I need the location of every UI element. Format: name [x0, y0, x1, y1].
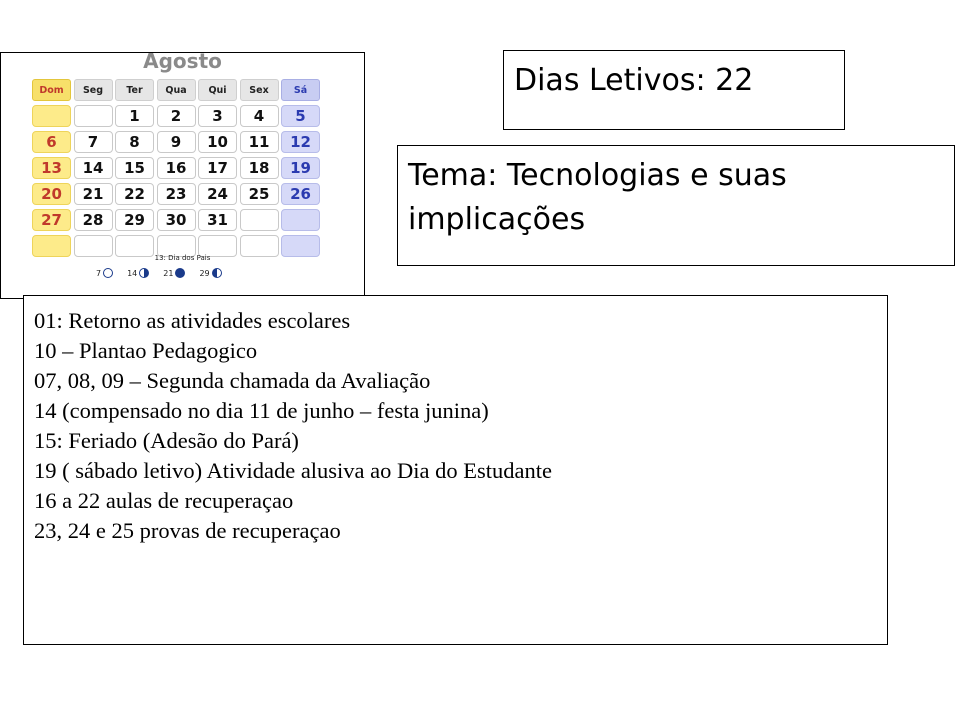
calendar-day-30: 30: [157, 209, 196, 231]
moon-phase-day: 14: [127, 268, 138, 278]
event-item: 07, 08, 09 – Segunda chamada da Avaliação: [34, 368, 431, 393]
last-quarter-moon-icon: [212, 268, 222, 278]
event-item: 14 (compensado no dia 11 de junho – festa junina): [34, 398, 489, 423]
events-list: [34, 306, 552, 546]
calendar-image: [0, 49, 365, 299]
new-moon-icon: [103, 268, 113, 278]
dias-letivos-box: [503, 50, 845, 130]
calendar-day-13: 13: [32, 157, 71, 179]
calendar-day-21: 21: [74, 183, 113, 205]
moon-phase: [163, 268, 185, 278]
moon-phase: [127, 268, 149, 278]
calendar-day-27: 27: [32, 209, 71, 231]
calendar-day-23: 23: [157, 183, 196, 205]
calendar-day-9: 9: [157, 131, 196, 153]
calendar-day-empty: [74, 105, 113, 127]
dias-letivos-text: Dias Letivos: 22: [514, 63, 754, 98]
calendar-day-20: 20: [32, 183, 71, 205]
calendar-day-2: 2: [157, 105, 196, 127]
event-item: 16 a 22 aulas de recuperaçao: [34, 488, 294, 513]
weekday-header: Ter: [115, 79, 154, 101]
event-item: 15: Feriado (Adesão do Pará): [34, 428, 299, 453]
calendar-day-28: 28: [74, 209, 113, 231]
calendar-day-16: 16: [157, 157, 196, 179]
calendar-day-24: 24: [198, 183, 237, 205]
weekday-header: Qui: [198, 79, 237, 101]
tema-box: [397, 145, 955, 266]
calendar-day-31: 31: [198, 209, 237, 231]
weekday-header: Sá: [281, 79, 320, 101]
calendar-day-25: 25: [240, 183, 279, 205]
calendar-day-5: 5: [281, 105, 320, 127]
calendar-day-8: 8: [115, 131, 154, 153]
calendar-note: 13: Dia dos Pais: [154, 254, 211, 262]
moon-phases: [96, 268, 222, 278]
calendar-day-29: 29: [115, 209, 154, 231]
moon-phase: [199, 268, 221, 278]
calendar-day-empty: [281, 209, 320, 231]
moon-phase-day: 29: [199, 268, 210, 278]
calendar-day-6: 6: [32, 131, 71, 153]
calendar-day-15: 15: [115, 157, 154, 179]
moon-phase-day: 21: [163, 268, 174, 278]
calendar-day-1: 1: [115, 105, 154, 127]
calendar-day-12: 12: [281, 131, 320, 153]
calendar-day-10: 10: [198, 131, 237, 153]
moon-phase-day: 7: [96, 268, 102, 278]
calendar-day-26: 26: [281, 183, 320, 205]
calendar-day-17: 17: [198, 157, 237, 179]
event-item: 01: Retorno as atividades escolares: [34, 308, 351, 333]
calendar-day-empty: [32, 105, 71, 127]
calendar-day-4: 4: [240, 105, 279, 127]
calendar-day-11: 11: [240, 131, 279, 153]
weekday-header: Dom: [32, 79, 71, 101]
event-item: 19 ( sábado letivo) Atividade alusiva ao Dia do Estudante: [34, 458, 552, 483]
weekday-header: Seg: [74, 79, 113, 101]
tema-text: Tema: Tecnologias e suas implicações: [408, 158, 787, 237]
event-item: 10 – Plantao Pedagogico: [34, 338, 258, 363]
calendar-day-22: 22: [115, 183, 154, 205]
calendar-day-3: 3: [198, 105, 237, 127]
calendar-day-14: 14: [74, 157, 113, 179]
calendar-day-19: 19: [281, 157, 320, 179]
weekday-header: Qua: [157, 79, 196, 101]
event-item: 23, 24 e 25 provas de recuperaçao: [34, 518, 341, 543]
events-box: [23, 295, 888, 645]
full-moon-icon: [175, 268, 185, 278]
calendar-grid: [32, 79, 320, 257]
calendar-month-title: Agosto: [143, 49, 222, 73]
moon-phase: [96, 268, 113, 278]
calendar-day-7: 7: [74, 131, 113, 153]
first-quarter-moon-icon: [139, 268, 149, 278]
calendar-day-18: 18: [240, 157, 279, 179]
weekday-header: Sex: [240, 79, 279, 101]
calendar-day-empty: [240, 209, 279, 231]
